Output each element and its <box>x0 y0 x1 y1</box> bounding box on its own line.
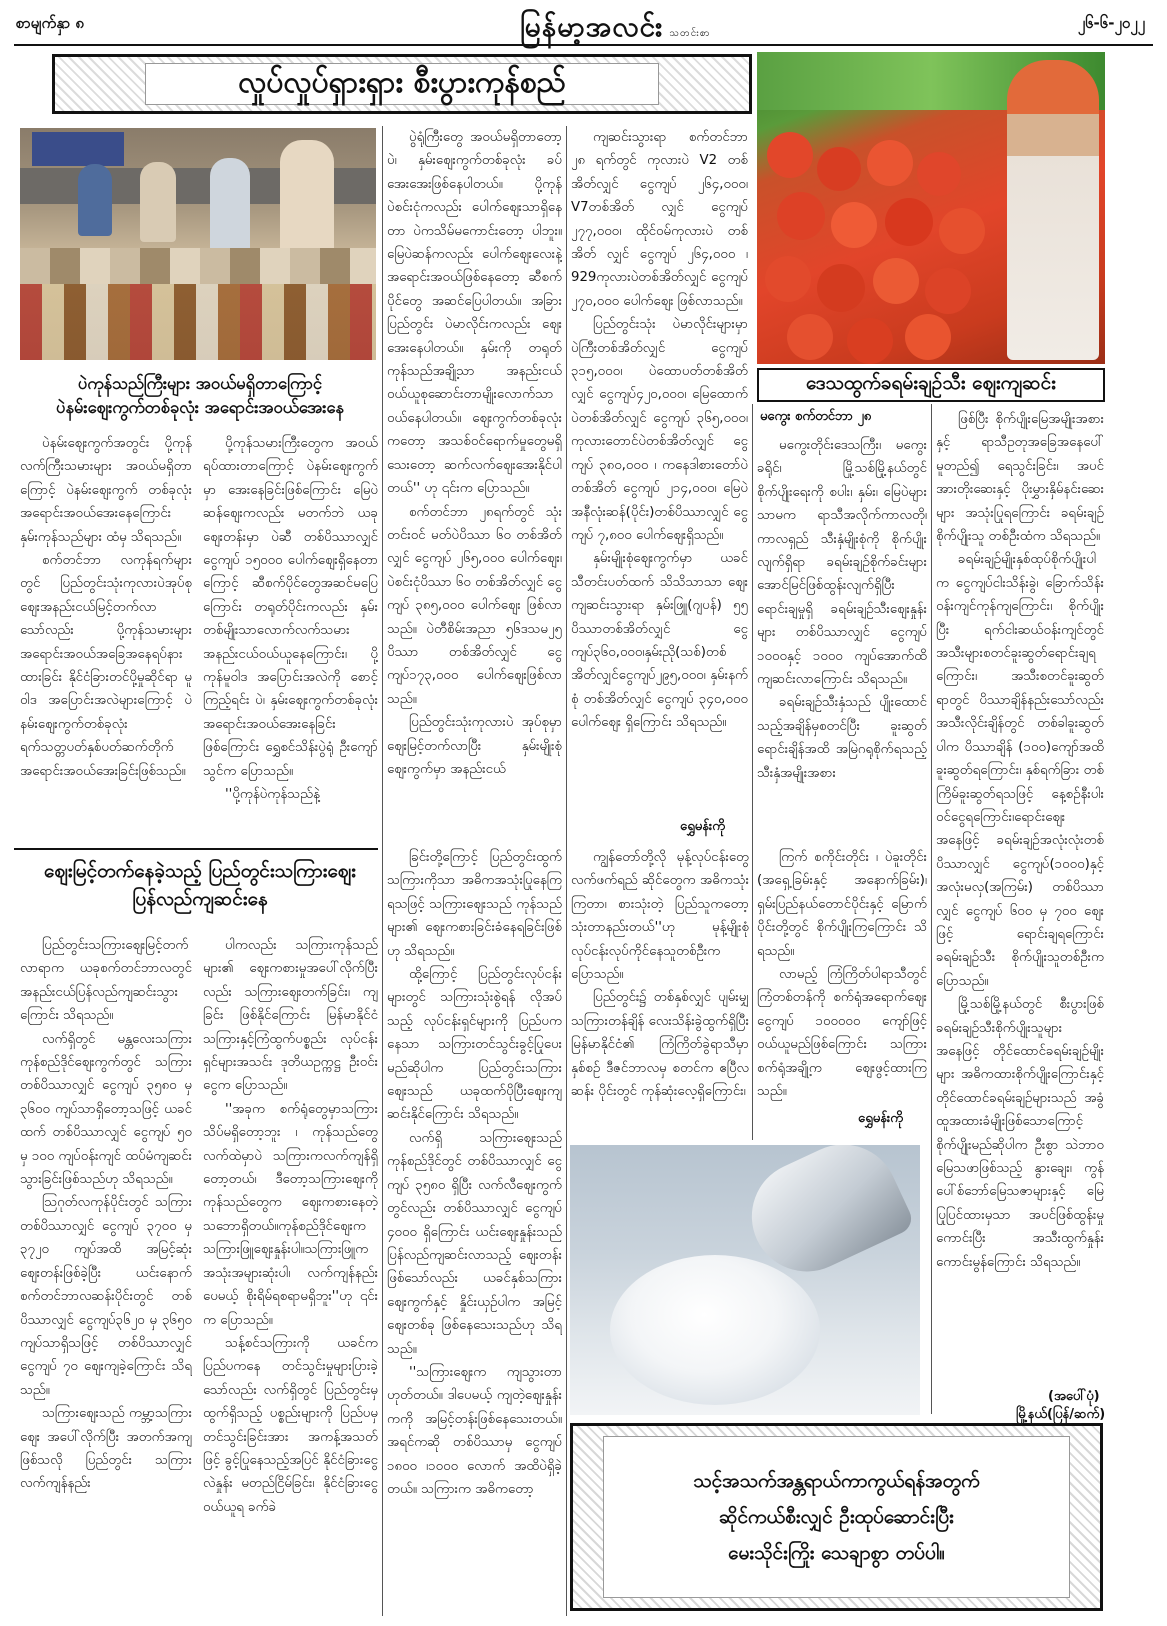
paragraph: သန့်စင်သကြားကို ယခင်က ပြည်ပကနေ တင်သွင်းမှုများပြားခဲ့သော်လည်း လက်ရှိတွင် ပြည်တွင်းမှ ထွက်ရှိသည့် ပစ္စည်းများကို ပြည်ပမှ တင်သွင်းခြင်းအား အကန့်အသတ်ဖြင့် ခွင့်ပြုနေသည့်အပြင် နိုင်ငံခြားငွေလဲနှုန်း မတည်ငြိမ်ခြင်း၊ နိုင်ငံခြားငွေဝယ်ယူရ ခက်ခဲ <box>203 1335 378 1515</box>
tomato <box>767 132 813 178</box>
paragraph: စက်တင်ဘာ ၂၈ရက်တွင် သုံးတင်းဝင် မတ်ပဲပိဿာ ၆၀ တစ်အိတ်လျှင် ငွေကျပ် ၂၆၅,၀၀၀ ပေါက်ဈေး၊ ပဲစင်းငုံပိဿာ ၆၀ တစ်အိတ်လျှင် ငွေကျပ် ၃၈၅,၀၀၀ ပေါက်ဈေး ဖြစ်လာသည်။ ပဲတီစိမ်းအညာ ၅၆ဒသမ၂၅ ပိဿာ တစ်အိတ်လျှင် ငွေကျပ်၁၇၃,၀၀၀ ပေါက်ဈေးဖြစ်လာသည်။ <box>387 504 562 707</box>
person-figure <box>78 164 112 236</box>
tomato-column-1 <box>757 434 927 848</box>
safety-ad <box>570 1423 1103 1611</box>
column-rule <box>566 126 567 1616</box>
paragraph: ပို့ကုန်သမားကြီးတွေက အဝယ်ရပ်ထားတာကြောင့် ပဲနမ်းဈေးကွက်မှာ အေးနေခြင်းဖြစ်ကြောင်း မြေပဲဆန်ဈေးကလည်း မတက်ဘဲ ယခုဈေးတန်းမှာ ပဲဆီ တစ်ပိဿာလျှင် ငွေကျပ် ၁၅၀၀၀ ပေါက်ဈေးရှိနေတာကြောင့် ဆီစက်ပိုင်တွေအဆင်မပြေကြောင်း တရုတ်ပိုင်းကလည်း နှမ်းတစ်မျိုးသာလောက်လက်သမားအနည်းငယ်ဝယ်ယူနေကြောင်း၊ ပို့ကုန်မူဝါဒ အပြောင်းအလဲကို စောင့်ကြည့်ရင်း ပဲ၊ နှမ်းဈေးကွက်တစ်ခုလုံးအရောင်းအဝယ်အေးနေခြင်းဖြစ်ကြောင်း ရွှေစင်သိန်းပွဲရုံ ဦးကျော်သွင်က ပြောသည်။ <box>203 436 378 779</box>
paragraph: စက်တင်ဘာ လကုန်ရက်များတွင် ပြည်တွင်းသုံးကုလားပဲအုပ်စုဈေးအနည်းငယ်မြင့်တက်လာသော်လည်း ပို့ကုန်သမားများ အရောင်းအဝယ်အခြေအနေရပ်နားထားခြင်း နိုင်ငံခြားတင်ပို့မှုဆိုင်ရာ မူဝါဒ အပြောင်းအလဲများကြောင့် ပဲနမ်းဈေးကွက်တစ်ခုလုံး ရက်သတ္တပတ်နှစ်ပတ်ဆက်တိုက် အရောင်းအဝယ်အေးခြင်းဖြစ်သည်။ <box>20 553 192 779</box>
person-figure <box>140 162 176 242</box>
paragraph: ပွဲရုံကြီးတွေ အဝယ်မရှိတာတော့ ပဲ၊ နှမ်းဈေးကွက်တစ်ခုလုံး ခပ်အေးအေးဖြစ်နေပါတယ်။ ပို့ကုန် ပဲစင်းငုံကလည်း ပေါက်ဈေးသာရှိနေတာ ပဲကသိမ်မကောင်းတော့ ပါဘူး။ မြေပဲဆန်ကလည်း ပေါက်ဈေးလေးနဲ့ အရောင်းအဝယ်ဖြစ်နေတော့ ဆီစက်ပိုင်တွေ အဆင်ပြေပါတယ်။ အခြားပြည်တွင်း ပဲမာလိုင်းကလည်း ဈေးအေးနေပါတယ်။ နှမ်းကို တရုတ်ကုန်သည်အချို့သာ အနည်းငယ် ဝယ်ယူစုဆောင်းတာမျိုးလောက်သာဝယ်နေပါတယ်။ ဈေးကွက်တစ်ခုလုံးကတော့ အသစ်ဝင်ရောက်မှုတွေမရှိသေးတော့ ဆက်လက်ဈေးအေးနိုင်ပါတယ်'' ဟု ၎င်းက ပြောသည်။ <box>387 130 562 497</box>
paragraph: လာမည့် ကြံကြိတ်ပါရာသီတွင် ကြံတစ်တန်ကို စက်ရုံအရောက်ဈေး ငွေကျပ် ၁၀၀၀၀၀ ကျော်ဖြင့် ဝယ်ယူမည်ဖြစ်ကြောင်း သကြားစက်ရုံအချို့က ဈေးဖွင့်ထားကြသည်။ <box>757 967 927 1100</box>
beans-column-4 <box>571 126 748 816</box>
sugar-byline: ရွှေမန်းကို <box>858 1111 903 1126</box>
sugar-column-3 <box>387 846 562 1620</box>
tomato-dateline: မကွေး စက်တင်ဘာ ၂၈ <box>760 409 872 424</box>
masthead-title: မြန်မာ့အလင်း <box>520 10 664 43</box>
tomato <box>817 264 865 312</box>
header-rule <box>14 44 1153 46</box>
tomato-column-2 <box>936 408 1104 1388</box>
sugar-column-2 <box>203 934 378 1620</box>
issue-date: ၂၆-၆-၂၀၂၂ <box>1077 14 1145 32</box>
section-divider <box>14 848 378 850</box>
ad-line-2: ဆိုင်ကယ်စီးလျှင် ဦးထုပ်ဆောင်းပြီး <box>719 1505 954 1528</box>
tomato <box>905 314 951 360</box>
paragraph: နှမ်းမျိုးစုံဈေးကွက်မှာ ယခင်သီတင်းပတ်ထက် သိသိသာသာ ဈေးကျဆင်းသွားရာ နှမ်းဖြူ(ဂျပန်) ၅၅ ပိဿာတစ်အိတ်လျှင် ငွေကျပ်၃၆၀,၀၀၀၊နှမ်းညို(သစ်)တစ်အိတ်လျှင်ငွေကျပ်၂၉၅,၀၀၀၊ နှမ်းနက်စုံ တစ်အိတ်လျှင် ငွေကျပ် ၃၄၀,၀၀၀ ပေါက်ဈေး ရှိကြောင်း သိရသည်။ <box>571 551 748 731</box>
page-number: စာမျက်နှာ ၈ <box>16 14 84 32</box>
paragraph: ဩဂုတ်လကုန်ပိုင်းတွင် သကြားတစ်ပိဿာလျှင် ငွေကျပ် ၃၇၀၀ မှ ၃၇၂၀ ကျပ်အထိ အမြင့်ဆုံးဈေးတန်းဖြစ်ခဲ့ပြီး ယင်းနောက်စက်တင်ဘာလဆန်းပိုင်းတွင် တစ်ပိဿာလျှင် ငွေကျပ်၃၆၂၀ မှ ၃၆၅၀ ကျပ်သာရှိသဖြင့် တစ်ပိဿာလျှင် ငွေကျပ် ၇၀ ဈေးကျခဲ့ကြောင်း သိရသည်။ <box>20 1195 192 1398</box>
paragraph: မကွေးတိုင်းဒေသကြီး၊ မကွေးခရိုင်၊ မြို့သစ်မြို့နယ်တွင် စိုက်ပျိုးရေးကို စပါး၊ နှမ်း၊ မြေပဲများသာမက ရာသီအလိုက်ကာလတို၊ကာလရှည် သီးနှံမျိုးစုံကို စိုက်ပျိုးလျက်ရှိရာ ခရမ်းချဉ်စိုက်ခင်းများ အောင်မြင်ဖြစ်ထွန်းလျက်ရှိပြီး ရောင်းချမှုရှိ ခရမ်းချဉ်သီးဈေးနှုန်းများ တစ်ပိဿာလျှင် ငွေကျပ် ၁၀၀၀နှင့် ၁၀၀၀ ကျပ်အောက်ထိ ကျဆင်းလာကြောင်း သိရသည်။ <box>757 438 927 688</box>
bean-sacks <box>20 278 376 360</box>
sugar-headline <box>20 858 380 913</box>
tomato <box>831 202 877 248</box>
ad-line-3: မေးသိုင်းကြိုး သေချာစွာ တပ်ပါ။ <box>728 1542 945 1565</box>
beans-headline <box>20 372 380 420</box>
paragraph: ကျွန်တော်တို့လို မုန့်လုပ်ငန်းတွေ လက်ဖက်ရည် ဆိုင်တွေက အဓိကသုံးကြတာ၊ စားသုံးတဲ့ ပြည်သူကတော့ သုံးတာနည်းတယ်''ဟု မုန့်မျိုးစုံလုပ်ငန်းလုပ်ကိုင်နေသူတစ်ဦးက ပြောသည်။ <box>571 850 749 983</box>
tomato-byline: မြို့နယ်(ပြန်/ဆက်) <box>1016 1407 1106 1422</box>
beans-headline-line2: ပဲနမ်းဈေးကွက်တစ်ခုလုံး အရောင်းအဝယ်အေးနေ <box>56 397 344 417</box>
beans-headline-line1: ပဲကုန်သည်ကြီးများ အဝယ်မရှိတာကြောင့် <box>77 374 323 393</box>
sugar-column-1 <box>20 934 192 1620</box>
paragraph: ''သကြားဈေးက ကျသွားတာဟုတ်တယ်။ ဒါပေမယ့် ကျတဲ့ဈေးနှုန်းကကို အမြင့်တန်းဖြစ်နေသေးတယ်။အရင်ကဆို တစ်ပိဿာမှ ငွေကျပ် ၁၈၀၀ ၊၁၀၀၀ လောက် အထိပဲရှိခဲ့တယ်။ သကြားက အဓိကတော့ <box>387 1364 562 1497</box>
masthead-sub: သတင်းစာ <box>669 28 711 39</box>
tomato <box>885 198 933 246</box>
vendor-figure <box>1007 60 1099 360</box>
banner-title: လှုပ်လှုပ်ရှားရှား စီးပွားကုန်စည် <box>145 63 659 105</box>
column-rule <box>931 404 932 1414</box>
beans-column-2 <box>203 432 378 840</box>
sugar-scoop-photo <box>570 1145 920 1415</box>
tomato <box>939 208 985 254</box>
tomato <box>867 140 913 186</box>
tomato-photo-credit: (အပေါ်ပုံ) <box>1048 1389 1100 1404</box>
tomato <box>777 192 825 240</box>
paragraph: ကြက် စကိုင်းတိုင်း ၊ ပဲခူးတိုင်း (အရှေ့ခြမ်းနှင့် အနောက်ခြမ်း)၊ ရှမ်းပြည်နယ်တောင်ပိုင်းနှင့် မြောက်ပိုင်းတို့တွင် စိုက်ပျိုးကြကြောင်း သိရသည်။ <box>757 850 927 959</box>
sugar-pile <box>610 1255 820 1405</box>
safety-ad-text <box>603 1436 1070 1598</box>
bean-sacks-back <box>20 248 376 284</box>
section-banner <box>52 54 752 114</box>
beans-byline: ရွှေမန်းကို <box>680 819 725 834</box>
paragraph: ကျဆင်းသွားရာ စက်တင်ဘာ ၂၈ ရက်တွင် ကုလားပဲ V2 တစ်အိတ်လျှင် ငွေကျပ် ၂၆၄,၀၀၀၊ V7တစ်အိတ် လျှင် ငွေကျပ် ၂၇၇,၀၀၀၊ ထိုင်ဝမ်ကုလားပဲ တစ်အိတ် လျှင် ငွေကျပ် ၂၆၄,၀၀၀ ၊ 929ကုလားပဲတစ်အိတ်လျှင် ငွေကျပ် ၂၇၀,၀၀၀ ပေါက်ဈေး ဖြစ်လာသည်။ <box>571 130 748 309</box>
column-rule <box>752 404 753 1140</box>
person-figure <box>210 158 250 258</box>
paragraph: လက်ရှိတွင် မန္တလေးသကြားကုန်စည်ဒိုင်ဈေးကွက်တွင် သကြားတစ်ပိဿာလျှင် ငွေကျပ် ၃၅၈၀ မှ ၃၆၀၀ ကျပ်သာရှိတော့သဖြင့် ယခင်ထက် တစ်ပိဿာလျှင် ငွေကျပ် ၅၀ မှ ၁၀၀ ကျပ်ဝန်းကျင် ထပ်မံကျဆင်းသွားခြင်းဖြစ်သည်ဟု သိရသည်။ <box>20 1031 192 1188</box>
paragraph: သကြားဈေးသည် ကမ္ဘာ့သကြားဈေး အပေါ်လိုက်ပြီး အတက်အကျဖြစ်သလို ပြည်တွင်း သကြားလက်ကျန်နည်း <box>20 1406 192 1492</box>
tomato <box>917 152 961 196</box>
sugar-headline-line1: ဈေးမြင့်တက်နေခဲ့သည့် ပြည်တွင်းသကြားဈေး <box>44 860 356 882</box>
paragraph: ''ပို့ကုန်ပဲကုန်သည်နဲ့ <box>225 787 320 803</box>
paragraph: ထို့ကြောင့် ပြည်တွင်းလုပ်ငန်းများတွင် သကြားသုံးစွဲရန် လိုအပ်သည့် လုပ်ငန်းရှင်များကို ပြည်ပကနေသာ သကြားတင်သွင်းခွင့်ပြုပေးမည်ဆိုပါက ပြည်တွင်းသကြားဈေးသည် ယခုထက်ပိုပြီးဈေးကျဆင်းနိုင်ကြောင်း သိရသည်။ <box>387 967 562 1123</box>
beans-column-3 <box>387 126 562 840</box>
tomato <box>847 318 893 364</box>
sugar-column-4 <box>571 846 749 1136</box>
banner-sign <box>32 132 124 166</box>
market-photo <box>20 128 376 360</box>
paragraph: ပြည်တွင်းသုံးကုလားပဲ အုပ်စုမှာ ဈေးမြင့်တက်လာပြီး နှမ်းမျိုးစုံဈေးကွက်မှာ အနည်းငယ် <box>387 715 562 777</box>
tomato <box>765 256 811 302</box>
tomato-headline: ဒေသထွက်ခရမ်းချဉ်သီး ဈေးကျဆင်း <box>757 368 1105 402</box>
tomato-vendor-photo <box>757 52 1105 364</box>
sugar-column-5 <box>757 846 927 1116</box>
tomato <box>925 268 971 314</box>
sugar-headline-line2: ပြန်လည်ကျဆင်းနေ <box>132 887 268 910</box>
paragraph: ပြည်တွင်းသုံး ပဲမာလိုင်းများမှာ ပဲကြီးတစ်အိတ်လျှင် ငွေကျပ် ၃၁၅,၀၀၀၊ ပဲထောပတ်တစ်အိတ်လျှင် ငွေကျပ်၄၂၀,၀၀၀၊ မြေထောက်ပဲတစ်အိတ်လျှင် ငွေကျပ် ၃၆၅,၀၀၀၊ ကုလားတောင်ပဲတစ်အိတ်လျှင် ငွေကျပ် ၃၈၀,၀၀၀ ၊ ကနေဒါစားတော်ပဲတစ်အိတ် ငွေကျပ် ၂၁၄,၀၀၀၊ မြေပဲအနီလုံးဆန်(ပိုင်း)တစ်ပိဿာလျှင် ငွေကျပ် ၇,၈၀၀ ပေါက်ဈေးရှိသည်။ <box>571 317 748 543</box>
paragraph: ခရမ်းချဉ်မျိုးနှစ်ထုပ်စိုက်ပျိုးပါက ငွေကျပ်ငါးသိန်းခွဲ၊ ခြောက်သိန်းဝန်းကျင်ကုန်ကျကြောင်း၊ စိုက်ပျိုးပြီး ရက်ငါးဆယ်ဝန်းကျင်တွင် အသီးများစတင်ခူးဆွတ်ရောင်းချရကြောင်း၊ အသီးစတင်ခူးဆွတ်ရာတွင် ပိဿာချိန်နည်းသော်လည်း အသီးလိုင်းချိန်တွင် တစ်ခါခူးဆွတ်ပါက ပိဿာချိန် (၁၀၀)ကျော်အထိ ခူးဆွတ်ရကြောင်း၊ နှစ်ရက်ခြား တစ်ကြိမ်ခူးဆွတ်ရသဖြင့် နေ့စဉ်နီးပါးဝင်ငွေရကြောင်း၊ရောင်းဈေးအနေဖြင့် ခရမ်းချဉ်အလုံးလုံးတစ်ပိဿာလျှင် ငွေကျပ်(၁၀၀၀)နှင့် အလုံးမလှ(အကြမ်း) တစ်ပိဿာလျှင် ငွေကျပ် ၆၀၀ မှ ၇၀၀ ဈေးဖြင့် ရောင်းချရကြောင်း ခရမ်းချဉ်သီး စိုက်ပျိုးသူတစ်ဦးက ပြောသည်။ <box>936 552 1104 989</box>
paragraph: ခြင်းတို့ကြောင့် ပြည်တွင်းထွက်သကြားကိုသာ အဓိကအသုံးပြုနေကြရသဖြင့် သကြားဈေးသည် ကုန်သည်များ၏ ဈေးကစားခြင်းခံနေရခြင်းဖြစ်ဟု သိရသည်။ <box>387 850 562 959</box>
tomato <box>873 258 919 304</box>
paragraph: မြို့သစ်မြို့နယ်တွင် စီးပွားဖြစ်ခရမ်းချဉ်သီးစိုက်ပျိုးသူများ အနေဖြင့် တိုင်ထောင်ခရမ်းချဉ်မျိုးများ အဓိကထားစိုက်ပျိုးကြောင်းနှင့် တိုင်ထောင်ခရမ်းချဉ်များသည် အခွံထူအထားခံမျိုးဖြစ်သောကြောင့် စိုက်ပျိုးမည်ဆိုပါက ဦးစွာ သဲဘာဝမြေသဖာဖြစ်သည့် နွားချေး၊ ကွန်ပေါ်စ်ဘော်မြေသဇာများနှင့် မြေပြုပြင်ထားမှသာ အပင်ဖြစ်ထွန်းမှုကောင်းပြီး အသီးထွက်နှုန်းကောင်းမွန်ကြောင်း သိရသည်။ <box>936 997 1104 1270</box>
ad-line-1: သင့်အသက်အန္တရာယ်ကာကွယ်ရန်အတွက် <box>693 1469 980 1492</box>
paragraph: ပြည်တွင်း၌ တစ်နှစ်လျှင် ပျမ်းမျှ သကြားတန်ချိန် လေးသိန်းခွဲထွက်ရှိပြီး မြန်မာနိုင်ငံ၏ ကြံကြိတ်ခွဲရာသီမှာ နှစ်စဉ် ဒီဇင်ဘာလမှ စတင်က ဧပြီလဆန်း ပိုင်းတွင် ကုန်ဆုံးလေ့ရှိကြောင်း၊ <box>571 990 749 1100</box>
paragraph: ပါကလည်း သကြားကုန်သည်များ၏ ဈေးကစားမှုအပေါ်လိုက်ပြီး လည်း သကြားဈေးတက်ခြင်း၊ ကျခြင်း ဖြစ်နိုင်ကြောင်း မြန်မာနိုင်ငံ သကြားနှင့်ကြံထွက်ပစ္စည်း လုပ်ငန်းရှင်များအသင်း ဒုတိယဥက္ကဋ္ဌ ဦးဝင်းငွေက ပြောသည်။ <box>203 938 378 1094</box>
paragraph: ခရမ်းချဉ်သီးနှံသည် ပျိုးထောင်သည့်အချိန်မှစတင်ပြီး ခူးဆွတ်ရောင်းချိန်အထိ အမြဲဂရုစိုက်ရသည့် သီးနှံအမျိုးအစား <box>757 695 927 781</box>
tomato <box>817 147 861 191</box>
paragraph: ဖြစ်ပြီး စိုက်ပျိုးမြေအမျိုးအစားနှင့် ရာသီဥတုအခြေအနေပေါ်မူတည်၍ ရေသွင်းခြင်း၊ အပင်အားတိုးဆေးနှင့် ပိုးမွှားနှိမ်နင်းဆေးများ အသုံးပြုရကြောင်း ခရမ်းချဉ်စိုက်ပျိုးသူ တစ်ဦးထံက သိရသည်။ <box>936 412 1104 545</box>
tomato <box>787 314 833 360</box>
paragraph: ပြည်တွင်းသကြားဈေးမြင့်တက်လာရာက ယခုစက်တင်ဘာလတွင် အနည်းငယ်ပြန်လည်ကျဆင်းသွားကြောင်း သိရသည်။ <box>20 938 192 1024</box>
paragraph: ပဲနမ်းဈေးကွက်အတွင်း ပို့ကုန်လက်ကြီးသမားများ အဝယ်မရှိတာကြောင့် ပဲနမ်းဈေးကွက် တစ်ခုလုံး အရောင်းအဝယ်အေးနေကြောင်း နှမ်းကုန်သည်များ ထံမှ သိရသည်။ <box>20 436 192 545</box>
paragraph: လက်ရှိ သကြားဈေးသည် ကုန်စည်ဒိုင်တွင် တစ်ပိဿာလျှင် ငွေကျပ် ၃၅၈၀ ရှိပြီး လက်လီဈေးကွက်တွင်လည်း တစ်ပိဿာလျှင် ငွေကျပ် ၄၀၀၀ ရှိကြောင်း ယင်းဈေးနှုန်းသည် ပြန်လည်ကျဆင်းလာသည့် ဈေးတန်းဖြစ်သော်လည်း ယခင်နှစ်သကြားဈေးကွက်နှင့် နှိုင်းယှဉ်ပါက အမြင့်ဈေးတစ်ခု ဖြစ်နေသေးသည်ဟု သိရသည်။ <box>387 1130 562 1357</box>
column-rule <box>382 126 383 1616</box>
beans-column-1 <box>20 432 192 840</box>
paragraph: ''အခုက စက်ရုံတွေမှာသကြား သိပ်မရှိတော့ဘူး ၊ ကုန်သည်တွေလက်ထဲမှာပဲ သကြားကလက်ကျန်ရှိတော့တယ်၊ ဒီတော့သကြားဈေးကို ကုန်သည်တွေက ဈေးကစားနေတဲ့သဘောရှိတယ်။ကုန်စည်ဒိုင်ဈေးက သကြားဖြူဈေးနှုန်းပါ။သကြားဖြူက အသုံးအများဆုံးပါ၊ လက်ကျန်နည်းပေမယ့် စိုးရိမ်ရစရာမရှိဘူး''ဟု ၎င်းက ပြောသည်။ <box>203 1101 378 1328</box>
